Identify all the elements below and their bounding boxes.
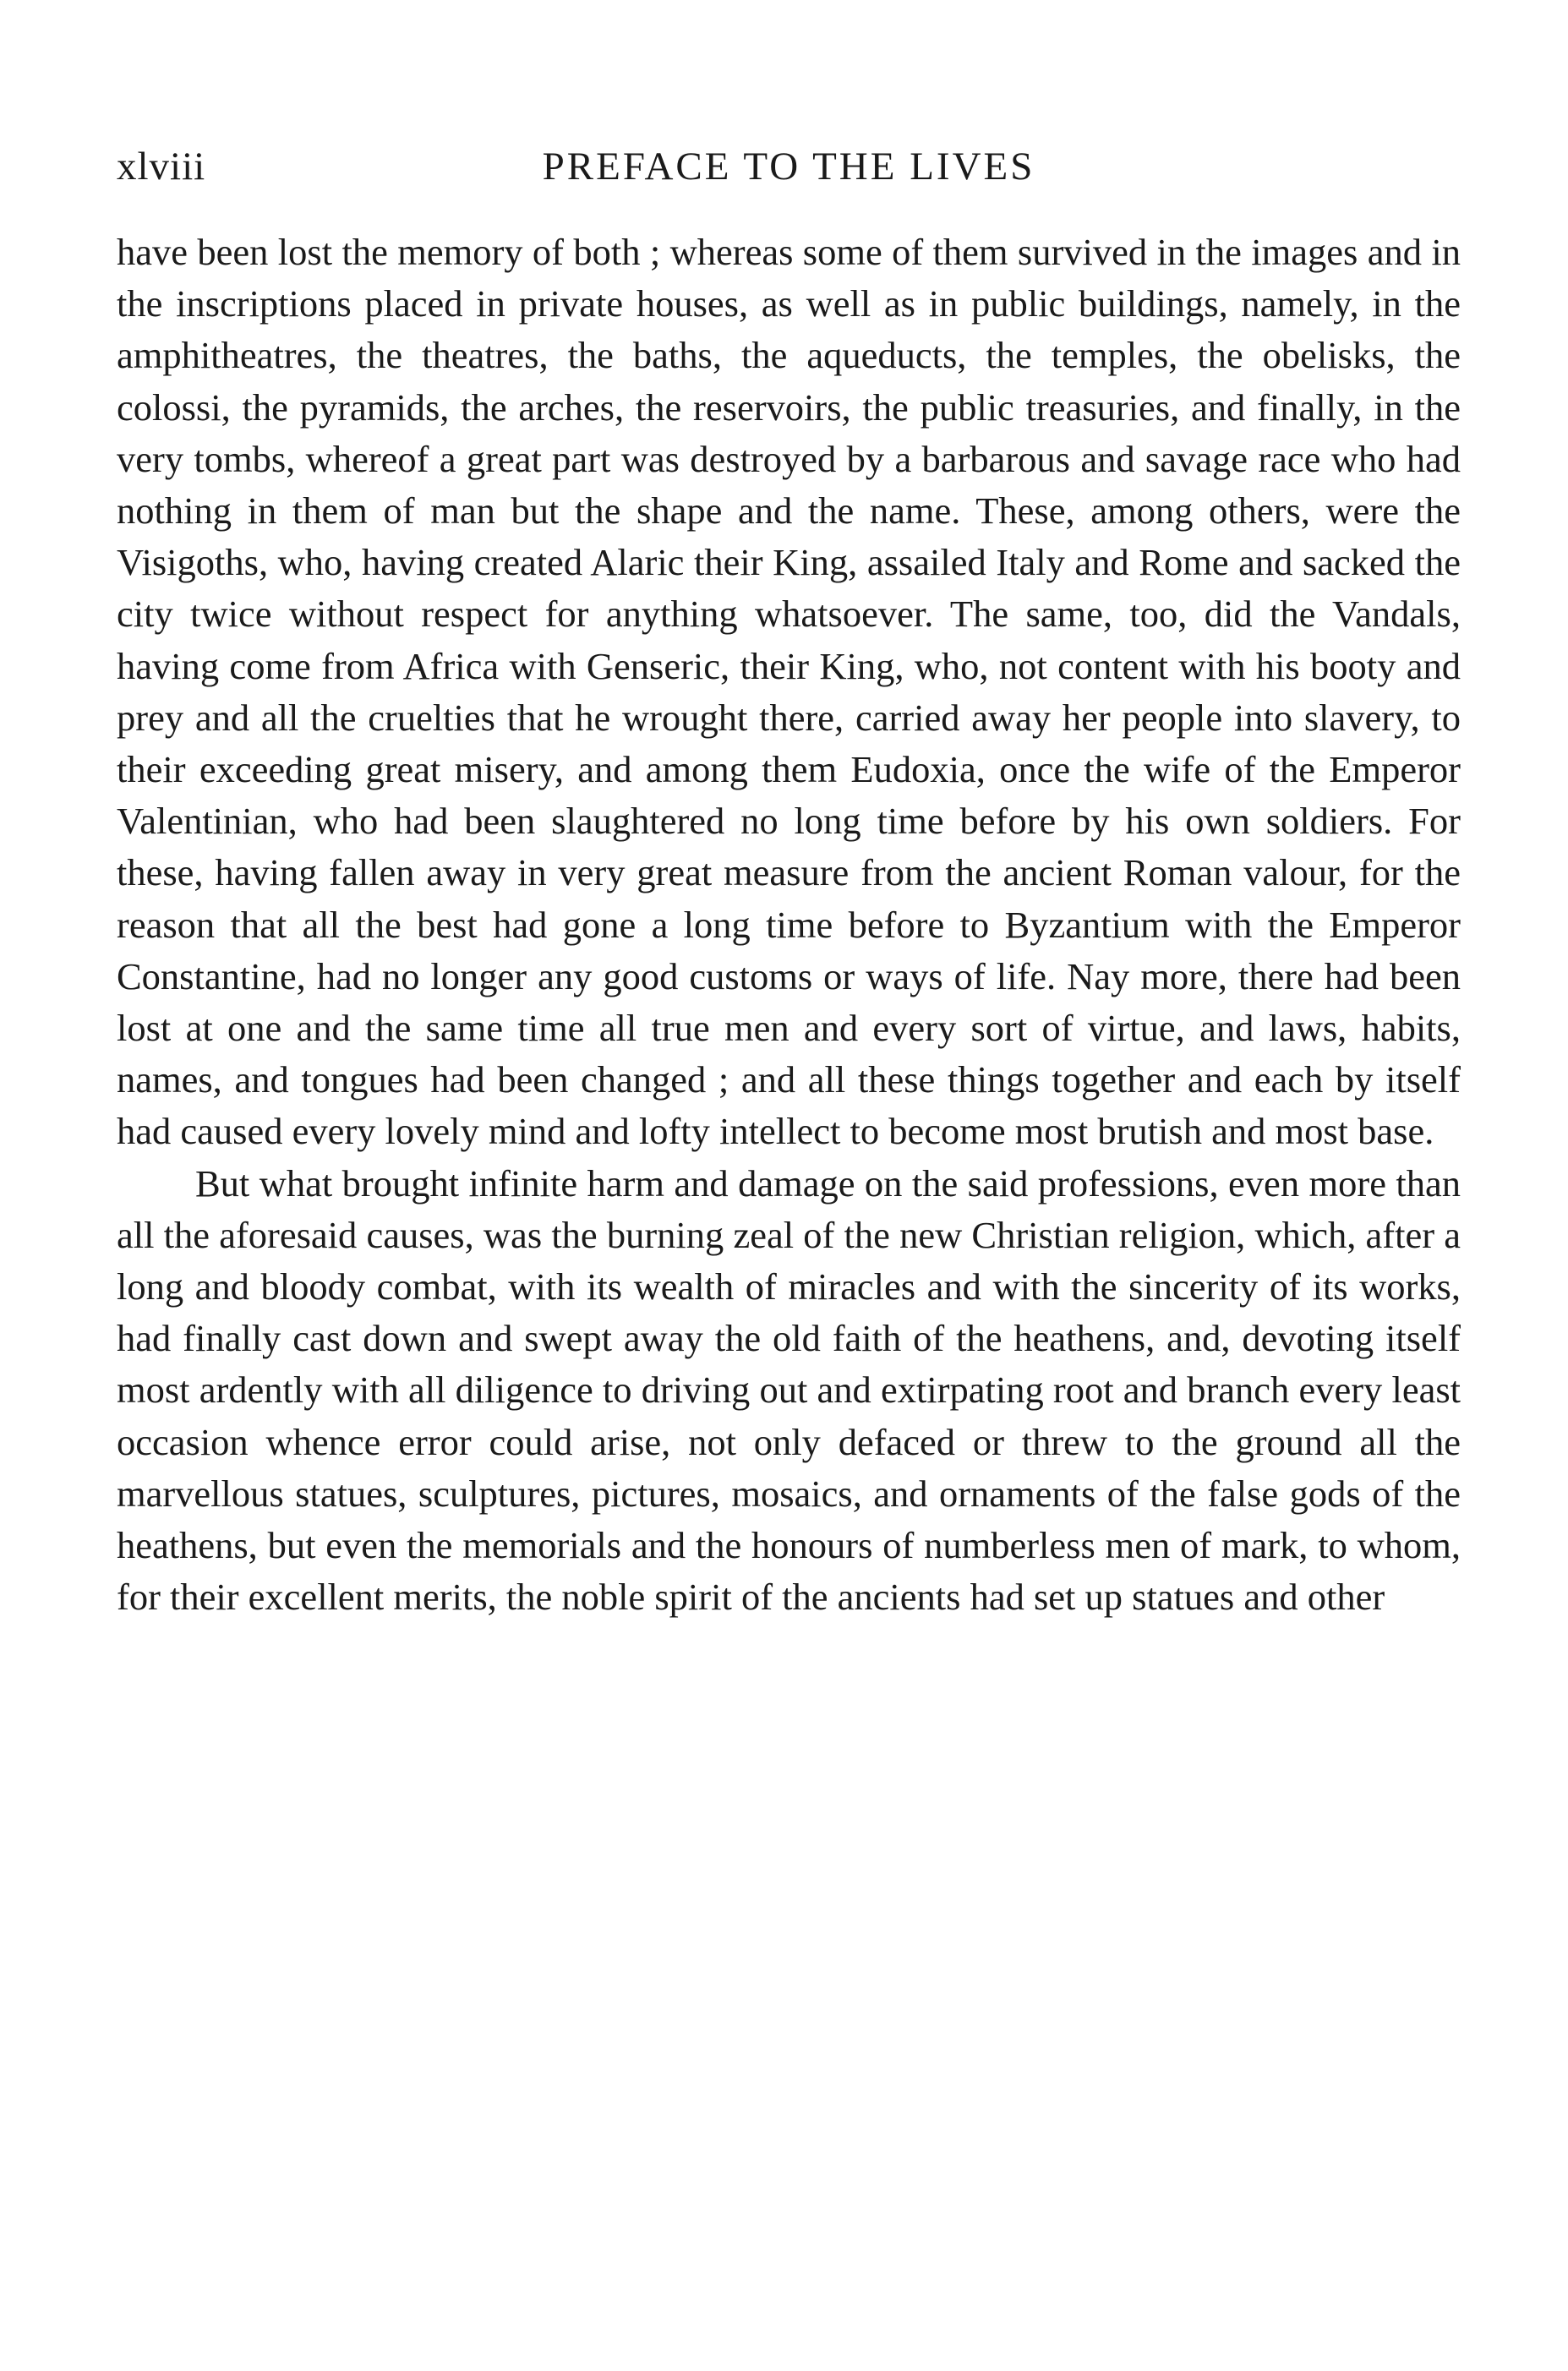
page-header bbox=[117, 144, 1461, 203]
body-text bbox=[117, 227, 1461, 1623]
page-number: xlviii bbox=[117, 145, 206, 188]
paragraph: have been lost the memory of both ; whereas some of them survived in the images and in the inscriptions placed in private houses, as well as in public buildings, namely, in the amphitheatres, the theatres, the baths, the aqueducts, the temples, the obelisks, the colossi, the pyramids, the arches, the reservoirs, the public treasuries, and finally, in the very tombs, whereof a great part was destroyed by a barbarous and savage race who had nothing in them of man but the shape and the name. These, among others, were the Visigoths, who, having created Alaric their King, assailed Italy and Rome and sacked the city twice without respect for anything whatsoever. The same, too, did the Vandals, having come from Africa with Genseric, their King, who, not content with his booty and prey and all the cruelties that he wrought there, carried away her people into slavery, to their exceeding great misery, and among them Eudoxia, once the wife of the Emperor Valentinian, who had been slaughtered no long time before by his own soldiers. For these, having fallen away in very great measure from the ancient Roman valour, for the reason that all the best had gone a long time before to Byzantium with the Emperor Constantine, had no longer any good customs or ways of life. Nay more, there had been lost at one and the same time all true men and every sort of virtue, and laws, habits, names, and tongues had been changed ; and all these things together and each by itself had caused every lovely mind and lofty intellect to become most brutish and most base. bbox=[117, 231, 1461, 1153]
paragraph: But what brought infinite harm and damage on the said professions, even more than all the aforesaid causes, was the burning zeal of the new Christian religion, which, after a long and bloody combat, with its wealth of miracles and with the sincerity of its works, had finally cast down and swept away the old faith of the heathens, and, devoting itself most ardently with all diligence to driving out and extirpating root and branch every least occasion whence error could arise, not only defaced or threw to the ground all the marvellous statues, sculptures, pictures, mosaics, and ornaments of the false gods of the heathens, but even the memorials and the honours of numberless men of mark, to whom, for their excellent merits, the noble spirit of the ancients had set up statues and other bbox=[117, 1161, 1461, 1619]
running-title: PREFACE TO THE LIVES bbox=[542, 145, 1035, 188]
